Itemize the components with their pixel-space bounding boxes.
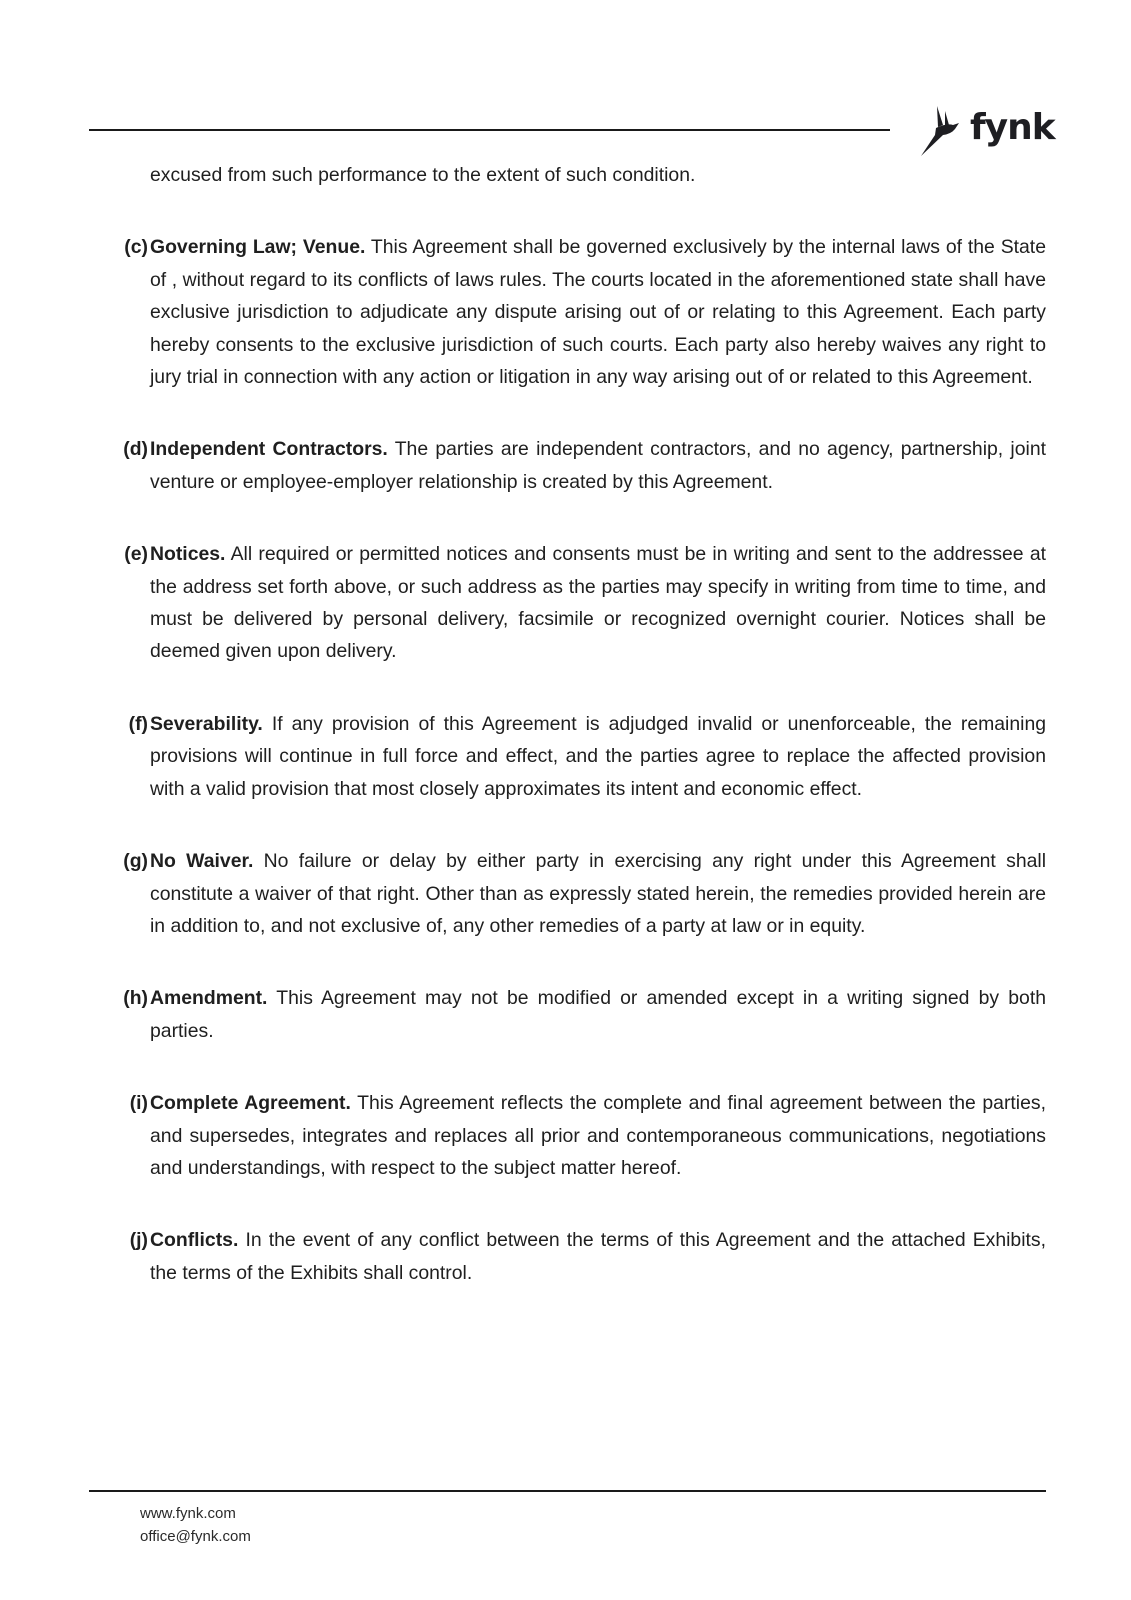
brand-name: fynk: [970, 107, 1055, 148]
clause-title: No Waiver.: [150, 850, 254, 873]
clause-letter: (e): [124, 543, 148, 566]
clause-body: No failure or delay by either party in exercising any right under this Agreement shall constitute a waiver of that right. Other than as expressly stated herein, the remedies provided herein are in addition to, and not exclusive of, any other remedies of a party at law or in equity.: [150, 850, 1047, 937]
clause-body: The parties are independent contractors, and no agency, partnership, joint venture or employee-employer relationship is created by this Agreement.: [150, 438, 1046, 493]
clause-title: Complete Agreement.: [150, 1092, 351, 1115]
clause-title: Notices.: [150, 543, 226, 566]
brand-logo: [918, 104, 1055, 160]
clause-letter: (i): [129, 1092, 148, 1115]
clause-title: Independent Contractors.: [150, 438, 388, 461]
clause-no-waiver: [117, 845, 1046, 942]
clause-body: This Agreement reflects the complete and final agreement between the parties, and supersedes, integrates and replaces all prior and contemporaneous communications, negotiations and understandings, with respect to the subject matter hereof.: [150, 1092, 1046, 1179]
carryover-paragraph: excused from such performance to the extent of such condition.: [150, 164, 696, 186]
clause-body: In the event of any conflict between the terms of this Agreement and the attached Exhibits, the terms of the Exhibits shall control.: [150, 1229, 1046, 1284]
clause-letter: (g): [123, 850, 148, 873]
clause-letter: (h): [123, 987, 148, 1010]
clause-independent-contractors: [117, 433, 1046, 498]
header-divider: [89, 129, 890, 131]
clause-letter: (d): [123, 438, 148, 461]
clause-amendment: [117, 982, 1046, 1047]
clause-conflicts: [117, 1224, 1046, 1289]
page-footer: [140, 1502, 251, 1548]
footer-email: office@fynk.com: [140, 1528, 251, 1545]
footer-divider: [89, 1490, 1046, 1492]
clause-title: Amendment.: [150, 987, 268, 1010]
clause-letter: (j): [129, 1229, 148, 1252]
clause-letter: (c): [124, 236, 148, 259]
clause-governing-law: [117, 231, 1046, 393]
clause-complete-agreement: [117, 1087, 1046, 1184]
footer-website: www.fynk.com: [140, 1505, 236, 1522]
agreement-body: [117, 159, 1046, 1329]
clause-body: This Agreement shall be governed exclusively by the internal laws of the State of , without regard to its conflicts of laws rules. The courts located in the aforementioned state shall have exclusive jurisdiction to adjudicate any dispute arising out of or relating to this Agreement. Each party hereby consents to the exclusive jurisdiction of such courts. Each party also hereby waives any right to jury trial in connection with any action or litigation in any way arising out of or related to this Agreement.: [150, 236, 1046, 389]
clause-title: Severability.: [150, 712, 263, 735]
clause-notices: [117, 538, 1046, 668]
clause-title: Governing Law; Venue.: [150, 236, 366, 259]
clause-title: Conflicts.: [150, 1229, 239, 1252]
fynk-bird-logo-icon: [918, 104, 970, 160]
clause-letter: (f): [128, 712, 148, 735]
clause-body: If any provision of this Agreement is adjudged invalid or unenforceable, the remaining provisions will continue in full force and effect, and the parties agree to replace the affected provision with a valid provision that most closely approximates its intent and economic effect.: [150, 712, 1047, 800]
clause-body: This Agreement may not be modified or amended except in a writing signed by both parties.: [150, 987, 1046, 1042]
clause-severability: [117, 708, 1046, 805]
clause-body: All required or permitted notices and consents must be in writing and sent to the addressee at the address set forth above, or such address as the parties may specify in writing from time to time, and must be delivered by personal delivery, facsimile or recognized overnight courier. Notices shall be deemed given upon delivery.: [150, 543, 1046, 663]
